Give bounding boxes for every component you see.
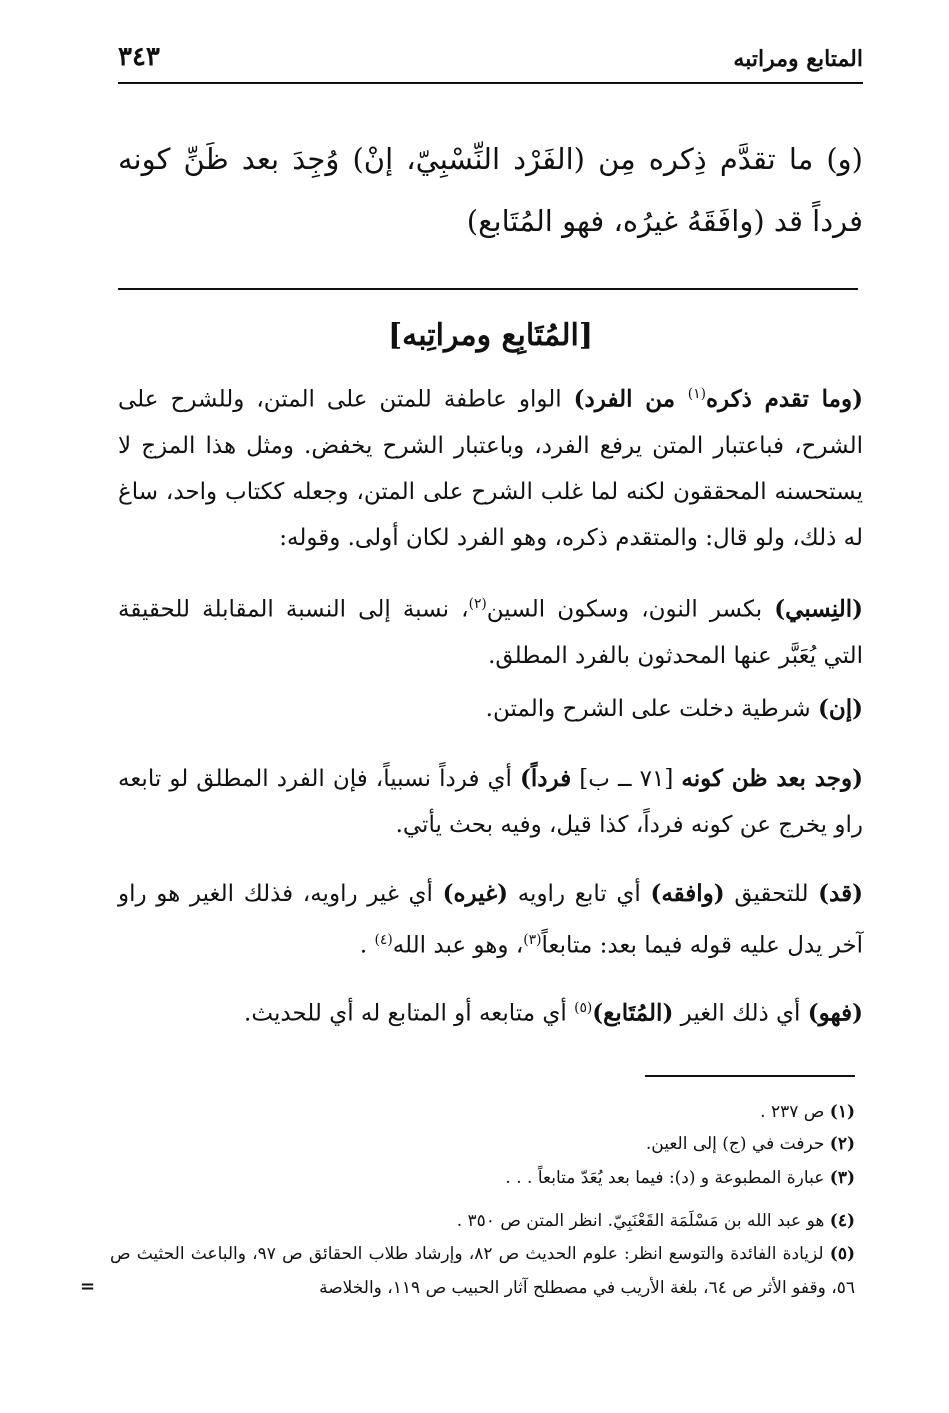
footnote-number: (٥) bbox=[829, 1244, 856, 1264]
lemma: (إن) bbox=[817, 695, 863, 722]
commentary-text: ، وهو عبد الله bbox=[392, 932, 524, 959]
section-title: [المُتَابِع ومراتِبه] bbox=[387, 318, 594, 353]
footnote-5 bbox=[110, 1237, 855, 1305]
commentary-text: أي متابعه أو المتابع له أي للحديث. bbox=[244, 1000, 575, 1027]
folio-mark: [٧١ ــ ب] bbox=[571, 766, 682, 792]
footnote-number: (٣) bbox=[829, 1168, 855, 1188]
matn-divider bbox=[118, 288, 858, 290]
matn-text: (و) ما تقدَّم ذِكره مِن (الفَرْد النِّسْبِيّ، إنْ) وُجِدَ بعد ظَنِّ كونه فرداً قد (وافَقَهُ غيرُه، فهو المُتَابع) bbox=[118, 142, 863, 238]
commentary-paragraph-5 bbox=[118, 871, 863, 969]
lemma: (وجد بعد ظن كونه bbox=[681, 765, 863, 792]
commentary-text: ، نسبة إلى النسبة المقابلة للحقيقة التي يُعَبَّر عنها المحدثون بالفرد المطلق. bbox=[118, 596, 863, 669]
lemma: (وافقه) bbox=[650, 880, 725, 907]
commentary-text: شرطية دخلت على الشرح والمتن. bbox=[485, 696, 818, 722]
footnote-2 bbox=[110, 1127, 855, 1161]
footnote-number: (١) bbox=[829, 1102, 855, 1122]
footnote-ref: (٤) bbox=[374, 932, 393, 948]
commentary-text: للتحقيق bbox=[724, 881, 819, 907]
commentary-paragraph-6 bbox=[118, 985, 863, 1037]
page-header bbox=[118, 40, 863, 84]
commentary-text: أي ذلك الغير bbox=[673, 1000, 808, 1027]
footnote-3 bbox=[110, 1161, 855, 1195]
continuation-mark: = bbox=[80, 1276, 96, 1297]
lemma: (وما تقدم ذكره bbox=[705, 385, 863, 413]
lemma: (المُتَابع) bbox=[592, 999, 674, 1027]
footnote-number: (٤) bbox=[829, 1211, 855, 1231]
lemma: (النِسبي) bbox=[774, 595, 864, 623]
commentary-paragraph-1 bbox=[118, 371, 863, 561]
lemma: من الفرد) bbox=[573, 385, 688, 413]
footnote-text: هو عبد الله بن مَسْلَمَة القَعْنَبِيّ. انظر المتن ص ٣٥٠ . bbox=[456, 1211, 825, 1231]
page-number: ٣٤٣ bbox=[118, 42, 160, 72]
lemma: (فهو) bbox=[807, 999, 863, 1027]
commentary-paragraph-2 bbox=[118, 581, 863, 679]
commentary-paragraph-4 bbox=[118, 756, 863, 848]
footnote-ref: (٣) bbox=[523, 932, 542, 948]
running-title: المتابع ومراتبه bbox=[733, 46, 863, 72]
commentary-text: بكسر النون، وسكون السين bbox=[486, 596, 775, 623]
footnote-ref: (١) bbox=[687, 386, 706, 402]
footnote-text: لزيادة الفائدة والتوسع انظر: علوم الحديث ص ٨٢، وإرشاد طلاب الحقائق ص ٩٧، والباعث الحثيث ص ٥٦، وقفو الأثر ص ٦٤، بلغة الأريب في مصطلح آثار الحبيب ص ١١٩، والخلاصة bbox=[110, 1244, 855, 1298]
footnote-number: (٢) bbox=[829, 1134, 855, 1154]
commentary-text: أي غير راويه، فذلك الغير هو راو آخر يدل عليه قوله فيما بعد: متابعاً bbox=[118, 881, 863, 959]
commentary-paragraph-3 bbox=[118, 686, 863, 732]
lemma: فرداً) bbox=[520, 765, 572, 792]
commentary-text: أي فرداً نسبياً، فإن الفرد المطلق لو تابعه راو يخرج عن كونه فرداً، كذا قيل، وفيه بحث يأتي. bbox=[118, 766, 863, 838]
commentary-text: الواو عاطفة للمتن على المتن، وللشرح على الشرح، فباعتبار المتن يرفع الفرد، وباعتبار الشرح يخفض. ومثل هذا المزج لا يستحسنه المحققون لكنه لما غلب الشرح على المتن، وجعله ككتاب واحد، ساغ له ذلك، ولو قال: والمتقدم ذكره، وهو الفرد لكان أولى. وقوله: bbox=[118, 386, 863, 551]
commentary-text: . bbox=[359, 932, 375, 959]
commentary-text: أي تابع راويه bbox=[508, 881, 651, 907]
footnote-1 bbox=[110, 1095, 855, 1129]
footnote-text: ص ٢٣٧ . bbox=[760, 1102, 825, 1122]
footnote-4 bbox=[110, 1204, 855, 1238]
footnote-ref: (٥) bbox=[574, 1000, 593, 1016]
footnote-text: حرفت في (ج) إلى العين. bbox=[645, 1134, 825, 1154]
footnote-ref: (٢) bbox=[468, 596, 487, 612]
footnote-divider bbox=[645, 1075, 855, 1077]
lemma: (غيره) bbox=[442, 880, 509, 907]
footnote-text: عبارة المطبوعة و (د): فيما بعد يُعَدّ متابعاً . . . bbox=[505, 1168, 825, 1188]
lemma: (قد) bbox=[818, 880, 863, 907]
